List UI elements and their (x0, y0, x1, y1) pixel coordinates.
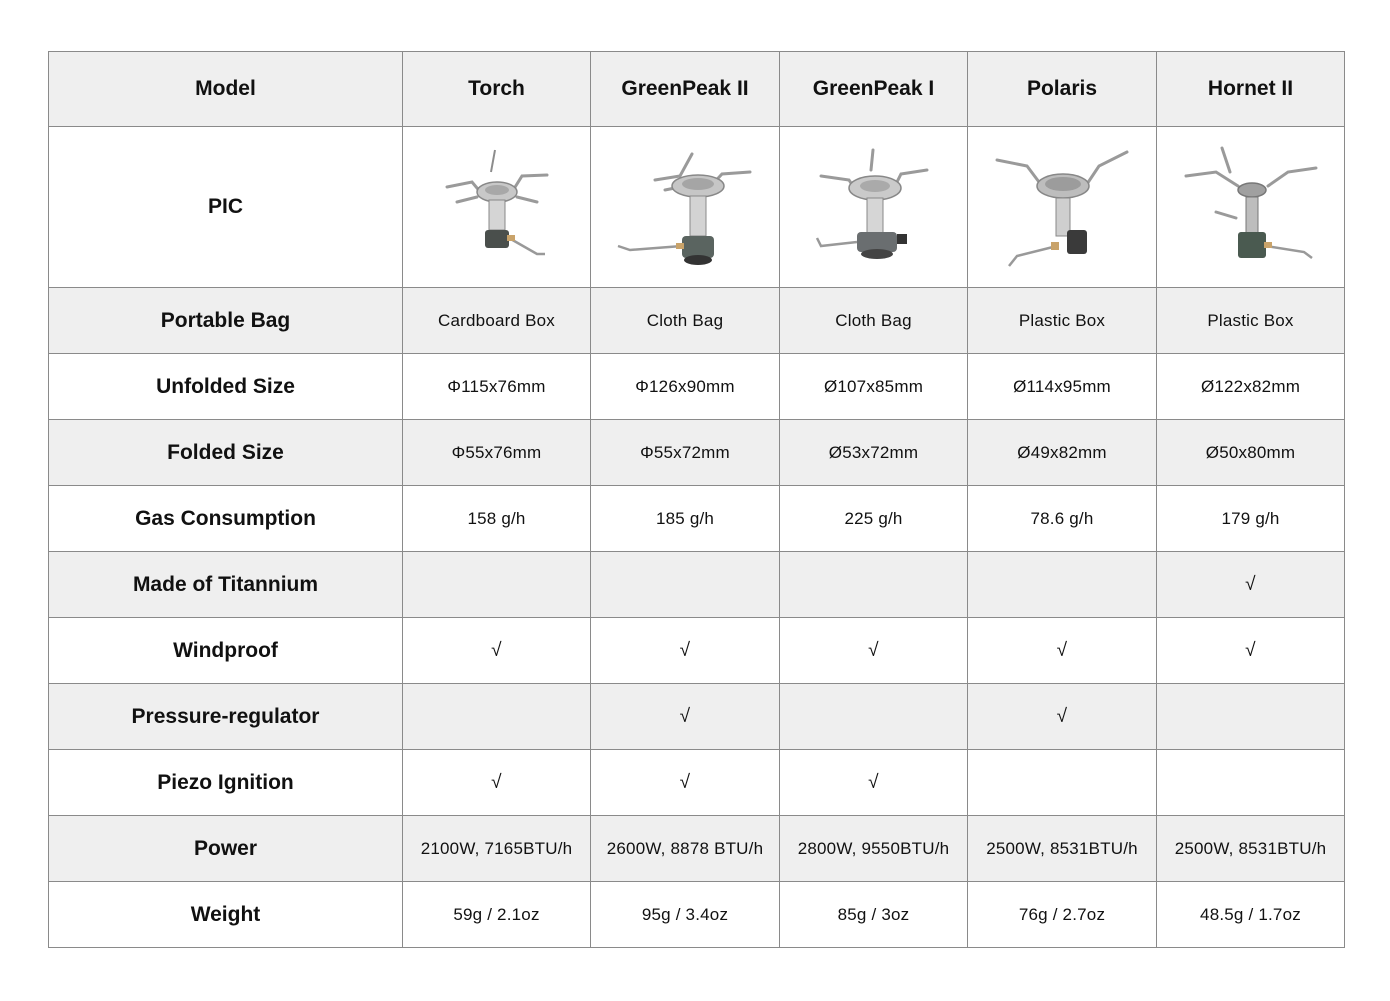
check-cell: √ (1157, 552, 1345, 618)
cell: 48.5g / 1.7oz (1157, 882, 1345, 948)
cell: Plastic Box (1157, 288, 1345, 354)
row-piezo-ignition (49, 750, 1345, 816)
header-model-greenpeak-ii: GreenPeak II (591, 52, 780, 127)
cell: 2500W, 8531BTU/h (1157, 816, 1345, 882)
row-label-pic: PIC (49, 127, 403, 288)
check-cell: √ (591, 750, 780, 816)
row-unfolded-size (49, 354, 1345, 420)
stove-torch-image (427, 142, 567, 272)
cell: Ø122x82mm (1157, 354, 1345, 420)
row-label: Weight (49, 882, 403, 948)
cell: 2800W, 9550BTU/h (780, 816, 968, 882)
header-model-torch: Torch (403, 52, 591, 127)
row-label: Unfolded Size (49, 354, 403, 420)
check-cell: √ (403, 618, 591, 684)
cell: 78.6 g/h (968, 486, 1157, 552)
check-cell: √ (780, 750, 968, 816)
check-cell (1157, 684, 1345, 750)
header-label-model: Model (49, 52, 403, 127)
pic-cell-greenpeak-ii (591, 127, 780, 288)
row-made-of-titanium (49, 552, 1345, 618)
stove-polaris-image (987, 142, 1137, 272)
row-windproof (49, 618, 1345, 684)
cell: 95g / 3.4oz (591, 882, 780, 948)
cell: 185 g/h (591, 486, 780, 552)
check-cell: √ (591, 684, 780, 750)
header-row (49, 52, 1345, 127)
row-weight (49, 882, 1345, 948)
check-cell (403, 684, 591, 750)
check-cell: √ (1157, 618, 1345, 684)
check-cell: √ (968, 618, 1157, 684)
stove-greenpeak-ii-image (610, 142, 760, 272)
cell: Cloth Bag (591, 288, 780, 354)
pic-row (49, 127, 1345, 288)
cell: 225 g/h (780, 486, 968, 552)
cell: Cloth Bag (780, 288, 968, 354)
stove-hornet-ii-image (1176, 142, 1326, 272)
cell: 59g / 2.1oz (403, 882, 591, 948)
row-label: Made of Titannium (49, 552, 403, 618)
row-label: Piezo Ignition (49, 750, 403, 816)
check-cell (780, 684, 968, 750)
row-label: Folded Size (49, 420, 403, 486)
comparison-table (48, 51, 1345, 948)
stove-greenpeak-i-image (799, 142, 949, 272)
check-cell: √ (780, 618, 968, 684)
check-cell (403, 552, 591, 618)
cell: 2600W, 8878 BTU/h (591, 816, 780, 882)
row-pressure-regulator (49, 684, 1345, 750)
cell: 85g / 3oz (780, 882, 968, 948)
row-power (49, 816, 1345, 882)
cell: 2500W, 8531BTU/h (968, 816, 1157, 882)
header-model-greenpeak-i: GreenPeak I (780, 52, 968, 127)
pic-cell-hornet-ii (1157, 127, 1345, 288)
cell: Ø50x80mm (1157, 420, 1345, 486)
row-label: Pressure-regulator (49, 684, 403, 750)
cell: Ø53x72mm (780, 420, 968, 486)
cell: 158 g/h (403, 486, 591, 552)
cell: Cardboard Box (403, 288, 591, 354)
check-cell: √ (403, 750, 591, 816)
pic-cell-torch (403, 127, 591, 288)
pic-cell-greenpeak-i (780, 127, 968, 288)
cell: Ø49x82mm (968, 420, 1157, 486)
check-cell: √ (968, 684, 1157, 750)
check-cell (591, 552, 780, 618)
header-model-hornet-ii: Hornet II (1157, 52, 1345, 127)
cell: Φ55x72mm (591, 420, 780, 486)
cell: Φ126x90mm (591, 354, 780, 420)
cell: Ø107x85mm (780, 354, 968, 420)
check-cell (968, 750, 1157, 816)
cell: 2100W, 7165BTU/h (403, 816, 591, 882)
cell: Φ115x76mm (403, 354, 591, 420)
row-portable-bag (49, 288, 1345, 354)
check-cell (1157, 750, 1345, 816)
cell: Plastic Box (968, 288, 1157, 354)
check-cell (968, 552, 1157, 618)
header-model-polaris: Polaris (968, 52, 1157, 127)
row-folded-size (49, 420, 1345, 486)
row-gas-consumption (49, 486, 1345, 552)
row-label: Windproof (49, 618, 403, 684)
row-label: Portable Bag (49, 288, 403, 354)
cell: 179 g/h (1157, 486, 1345, 552)
check-cell (780, 552, 968, 618)
row-label: Gas Consumption (49, 486, 403, 552)
cell: 76g / 2.7oz (968, 882, 1157, 948)
row-label: Power (49, 816, 403, 882)
cell: Ø114x95mm (968, 354, 1157, 420)
pic-cell-polaris (968, 127, 1157, 288)
cell: Φ55x76mm (403, 420, 591, 486)
check-cell: √ (591, 618, 780, 684)
